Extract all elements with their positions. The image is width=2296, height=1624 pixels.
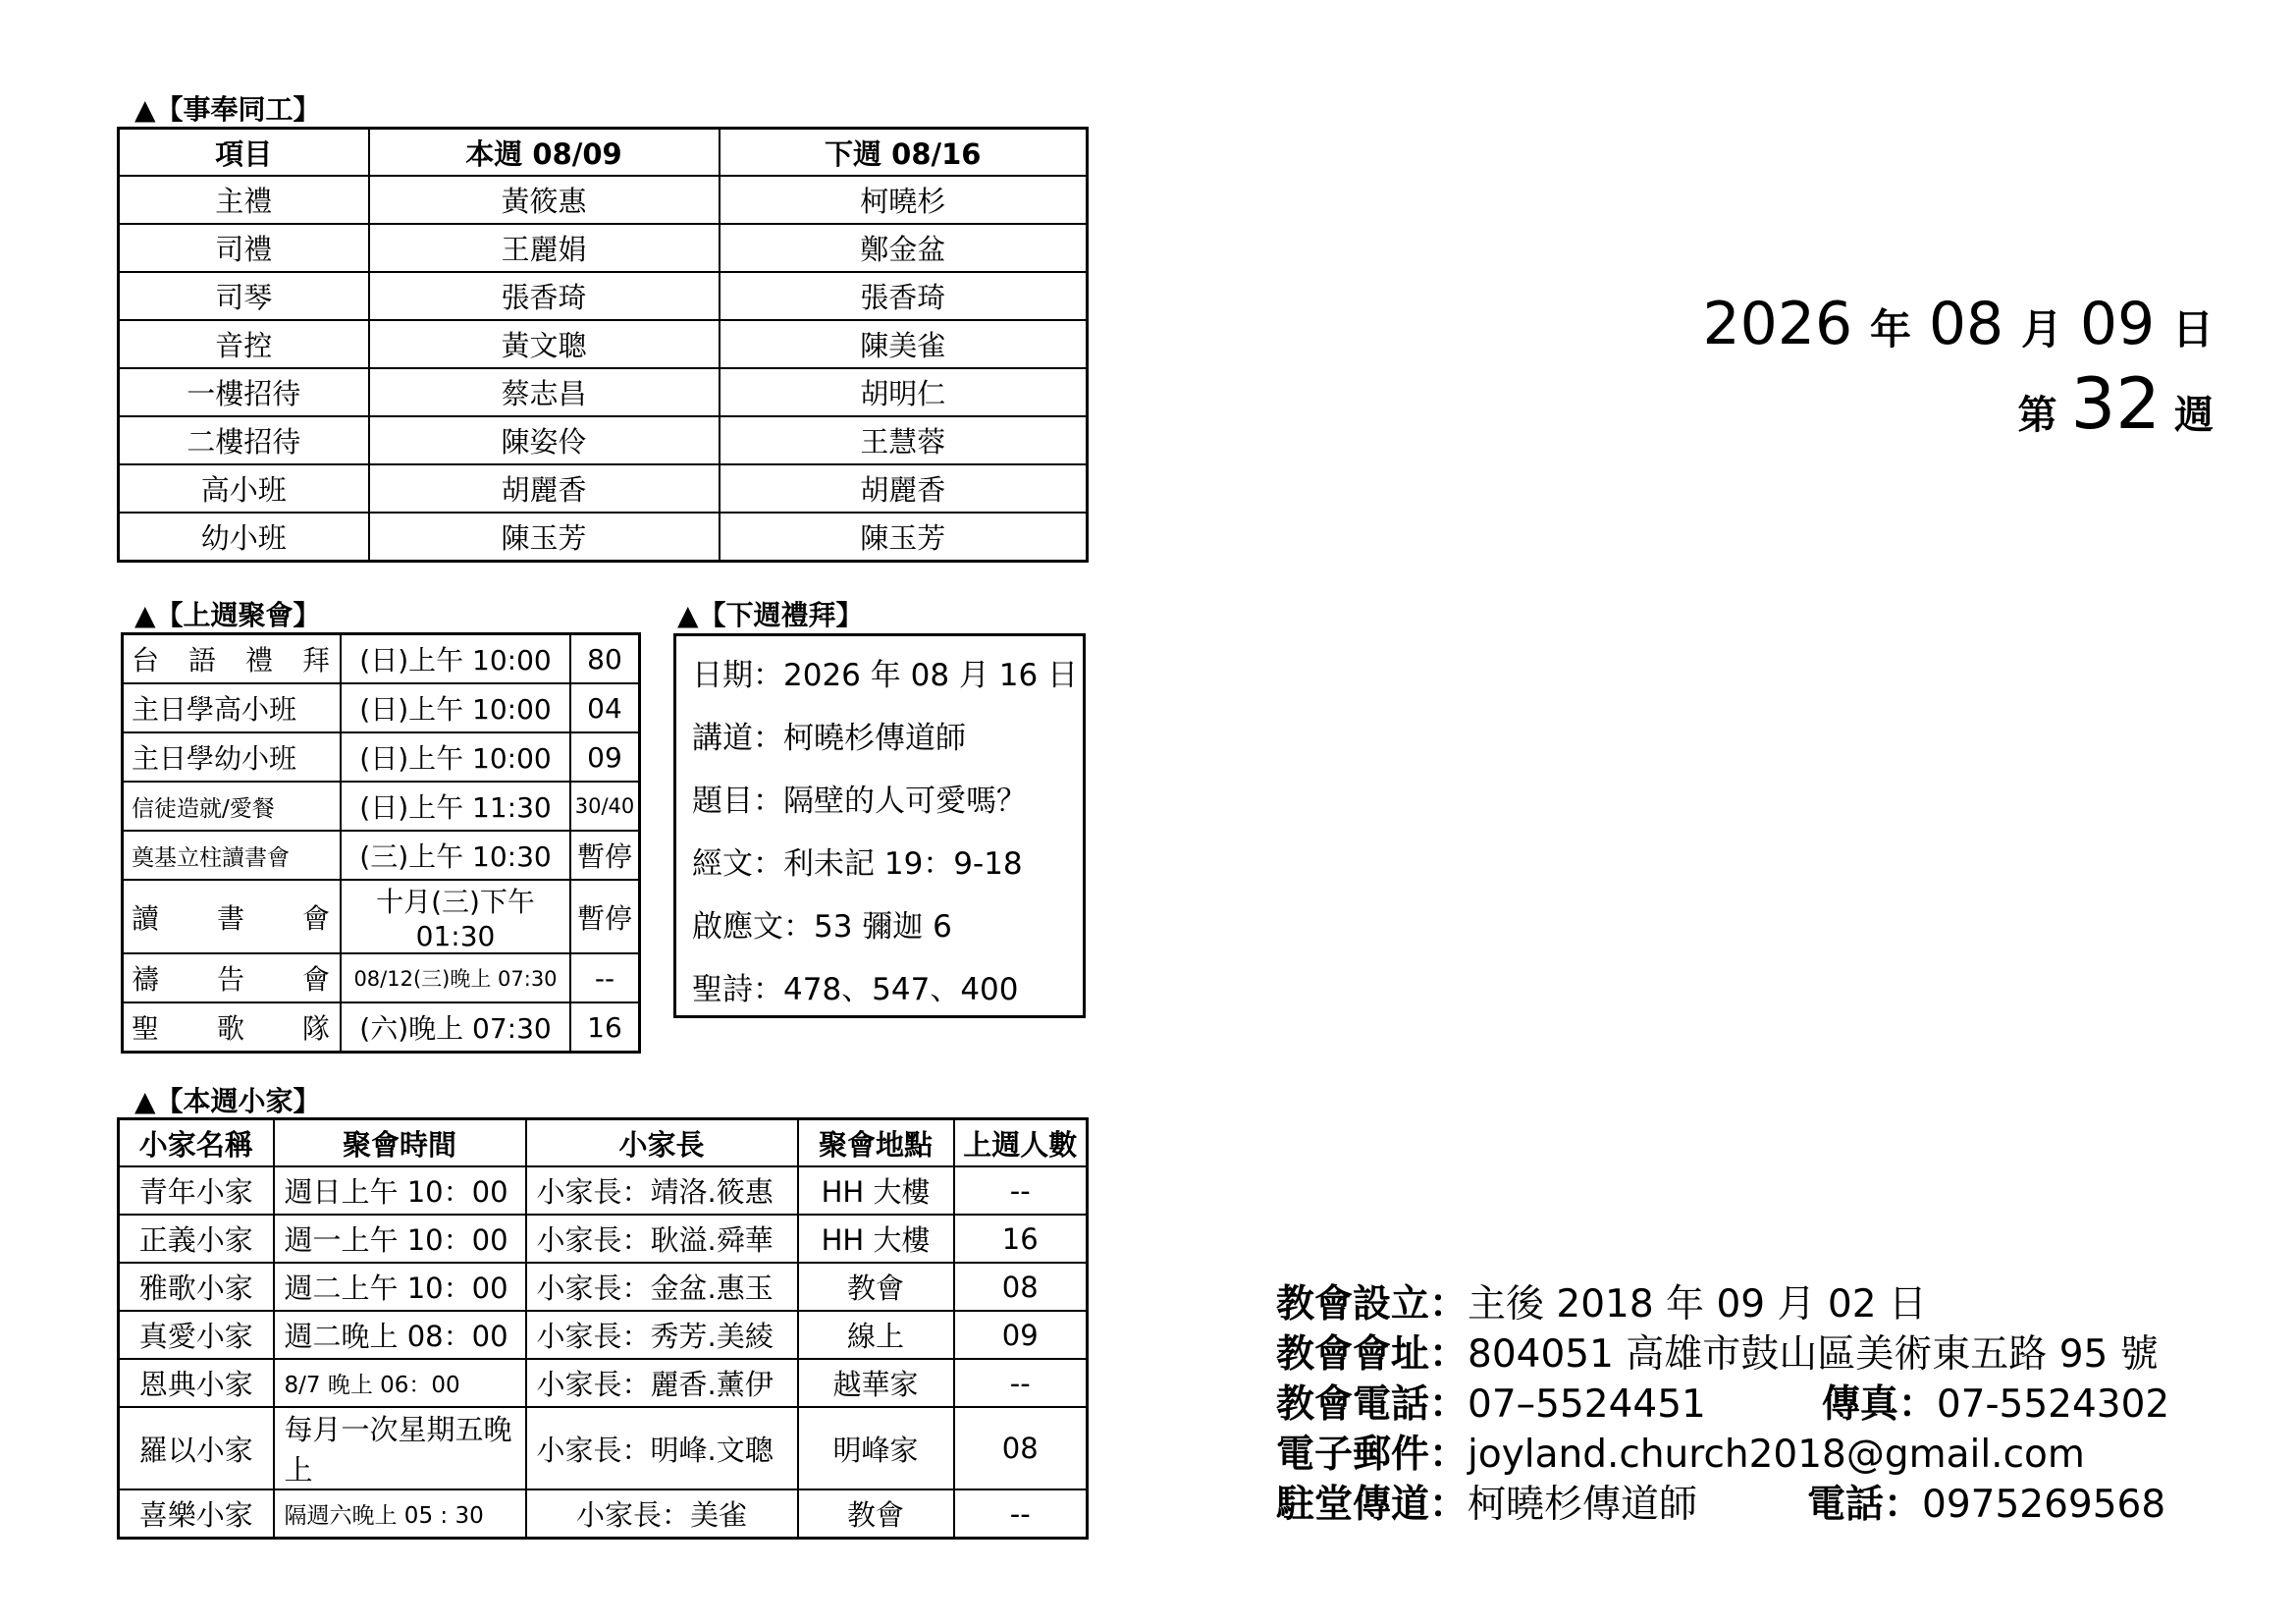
- meeting-time: (六)晚上 07:30: [341, 1002, 570, 1053]
- groups-header-place: 聚會地點: [798, 1119, 954, 1167]
- next-week-line: 聖詩：478、547、400: [692, 972, 1019, 1007]
- staff-row: [119, 464, 1088, 513]
- next-week-heading: ▲【下週禮拜】: [677, 599, 864, 631]
- staff-this-week: 張香琦: [369, 272, 720, 320]
- meeting-name-char: 會: [301, 963, 330, 996]
- date-month: 08: [1928, 290, 2004, 358]
- group-row: [119, 1166, 1088, 1215]
- staff-next-week: 胡明仁: [720, 368, 1088, 416]
- staff-row: [119, 224, 1088, 272]
- next-week-box: [673, 633, 1086, 1018]
- meeting-count: 09: [570, 732, 640, 782]
- meeting-name-char: 拜: [301, 644, 330, 677]
- group-place: 越華家: [798, 1359, 954, 1407]
- meeting-time: (三)上午 10:30: [341, 831, 570, 880]
- pastor-label: 駐堂傳道：: [1276, 1483, 1468, 1527]
- staff-next-week: 胡麗香: [720, 464, 1088, 513]
- group-row: [119, 1359, 1088, 1407]
- meeting-count: 暫停: [570, 880, 640, 953]
- group-time: 週二上午 10：00: [274, 1263, 526, 1311]
- group-count: 08: [954, 1263, 1088, 1311]
- last-week-heading: ▲【上週聚會】: [134, 599, 321, 631]
- meeting-name-char: 讀: [132, 901, 160, 935]
- group-row: [119, 1311, 1088, 1359]
- meeting-name-char: 禮: [244, 644, 273, 677]
- date-line: [1702, 290, 2214, 358]
- meeting-name: [123, 634, 342, 684]
- staff-header-item: 項目: [119, 129, 369, 177]
- last-week-row: [123, 634, 640, 684]
- info-pastor: [1276, 1480, 2169, 1530]
- staff-next-week: 鄭金盆: [720, 224, 1088, 272]
- founded-label: 教會設立：: [1276, 1282, 1468, 1326]
- fax-value: 07-5524302: [1936, 1382, 2170, 1427]
- groups-header-row: [119, 1119, 1088, 1167]
- meeting-time: (日)上午 10:00: [341, 732, 570, 782]
- group-count: --: [954, 1359, 1088, 1407]
- week-line: [1702, 362, 2214, 445]
- meeting-count: 暫停: [570, 831, 640, 880]
- date-year-unit: 年: [1869, 305, 1911, 353]
- staff-this-week: 陳姿伶: [369, 416, 720, 464]
- group-place: HH 大樓: [798, 1215, 954, 1263]
- meeting-name-char: 禱: [132, 963, 160, 996]
- staff-row: [119, 513, 1088, 562]
- staff-header-next-week: 下週 08/16: [720, 129, 1088, 177]
- group-time: 週一上午 10：00: [274, 1215, 526, 1263]
- last-week-row: [123, 831, 640, 880]
- group-place: 明峰家: [798, 1407, 954, 1489]
- meeting-name: [123, 953, 342, 1002]
- staff-this-week: 黃文聰: [369, 320, 720, 368]
- meeting-time: 十月(三)下午 01:30: [341, 880, 570, 953]
- group-leader: 小家長：明峰.文聰: [526, 1407, 798, 1489]
- meeting-name-char: 聖: [132, 1012, 160, 1045]
- group-time: 週二晚上 08：00: [274, 1311, 526, 1359]
- staff-role: 司琴: [119, 272, 369, 320]
- staff-next-week: 陳玉芳: [720, 513, 1088, 562]
- staff-role: 主禮: [119, 176, 369, 224]
- next-week-line: 日期：2026 年 08 月 16 日: [692, 658, 1079, 693]
- group-time: 8/7 晚上 06：00: [274, 1359, 526, 1407]
- staff-role: 一樓招待: [119, 368, 369, 416]
- group-place: HH 大樓: [798, 1166, 954, 1215]
- group-row: [119, 1407, 1088, 1489]
- group-name: 青年小家: [119, 1166, 274, 1215]
- staff-this-week: 胡麗香: [369, 464, 720, 513]
- last-week-row: [123, 782, 640, 831]
- staff-row: [119, 176, 1088, 224]
- email-label: 電子郵件：: [1276, 1433, 1468, 1477]
- pastor-value: 柯曉杉傳道師: [1468, 1483, 1698, 1527]
- groups-header-time: 聚會時間: [274, 1119, 526, 1167]
- group-leader: 小家長：秀芳.美綾: [526, 1311, 798, 1359]
- next-week-line: 啟應文：53 彌迦 6: [692, 909, 952, 945]
- date-year: 2026: [1702, 290, 1853, 358]
- last-week-row: [123, 1002, 640, 1053]
- staff-row: [119, 368, 1088, 416]
- meeting-count: 16: [570, 1002, 640, 1053]
- next-week-line: 經文：利未記 19：9-18: [692, 846, 1023, 882]
- date-month-unit: 月: [2020, 305, 2062, 353]
- group-place: 教會: [798, 1489, 954, 1539]
- phone-label: 教會電話：: [1276, 1382, 1468, 1427]
- founded-value: 主後 2018 年 09 月 02 日: [1468, 1282, 1927, 1326]
- group-count: --: [954, 1166, 1088, 1215]
- meeting-name: 主日學幼小班: [123, 732, 342, 782]
- group-time: 每月一次星期五晚上: [274, 1407, 526, 1489]
- group-row: [119, 1489, 1088, 1539]
- staff-row: [119, 416, 1088, 464]
- date-day-unit: 日: [2171, 305, 2214, 353]
- groups-header-count: 上週人數: [954, 1119, 1088, 1167]
- info-phone: [1276, 1380, 2169, 1430]
- last-week-row: [123, 683, 640, 732]
- phone-value: 07–5524451: [1468, 1382, 1706, 1427]
- meeting-time: 08/12(三)晚上 07:30: [341, 953, 570, 1002]
- groups-table: [117, 1117, 1089, 1540]
- fax-label: 傳真：: [1821, 1382, 1937, 1427]
- meeting-count: --: [570, 953, 640, 1002]
- group-count: --: [954, 1489, 1088, 1539]
- staff-table: [117, 127, 1089, 563]
- staff-role: 高小班: [119, 464, 369, 513]
- staff-header-row: [119, 129, 1088, 177]
- staff-role: 音控: [119, 320, 369, 368]
- meeting-name: 信徒造就/愛餐: [123, 782, 342, 831]
- info-email: [1276, 1430, 2169, 1480]
- group-name: 恩典小家: [119, 1359, 274, 1407]
- group-row: [119, 1215, 1088, 1263]
- group-name: 喜樂小家: [119, 1489, 274, 1539]
- meeting-name-char: 隊: [301, 1012, 330, 1045]
- staff-header-this-week: 本週 08/09: [369, 129, 720, 177]
- address-value: 804051 高雄市鼓山區美術東五路 95 號: [1468, 1332, 2159, 1377]
- group-place: 線上: [798, 1311, 954, 1359]
- group-place: 教會: [798, 1263, 954, 1311]
- week-suffix: 週: [2174, 393, 2214, 438]
- info-founded: [1276, 1279, 2169, 1329]
- pastor-phone-value: 0975269568: [1922, 1483, 2166, 1527]
- groups-header-leader: 小家長: [526, 1119, 798, 1167]
- last-week-row: [123, 880, 640, 953]
- meeting-name: [123, 880, 342, 953]
- group-leader: 小家長：耿溢.舜華: [526, 1215, 798, 1263]
- group-leader: 小家長：靖洛.筱惠: [526, 1166, 798, 1215]
- staff-role: 二樓招待: [119, 416, 369, 464]
- group-leader: 小家長：麗香.薰伊: [526, 1359, 798, 1407]
- group-time: 週日上午 10：00: [274, 1166, 526, 1215]
- week-number: 32: [2070, 362, 2162, 445]
- groups-heading: ▲【本週小家】: [134, 1085, 321, 1117]
- meeting-name-char: 書: [216, 901, 244, 935]
- info-address: [1276, 1329, 2169, 1380]
- meeting-name-char: 歌: [216, 1012, 244, 1045]
- group-leader: 小家長：金盆.惠玉: [526, 1263, 798, 1311]
- staff-next-week: 王慧蓉: [720, 416, 1088, 464]
- group-leader: 小家長：美雀: [526, 1489, 798, 1539]
- bulletin-date: [1702, 290, 2214, 445]
- group-name: 羅以小家: [119, 1407, 274, 1489]
- group-count: 08: [954, 1407, 1088, 1489]
- next-week-line: 講道：柯曉杉傳道師: [692, 721, 966, 756]
- staff-row: [119, 272, 1088, 320]
- group-name: 雅歌小家: [119, 1263, 274, 1311]
- meeting-name-char: 語: [187, 644, 216, 677]
- next-week-line: 題目：隔壁的人可愛嗎？: [692, 784, 1027, 819]
- staff-role: 幼小班: [119, 513, 369, 562]
- staff-heading: ▲【事奉同工】: [134, 93, 321, 126]
- group-name: 正義小家: [119, 1215, 274, 1263]
- last-week-row: [123, 953, 640, 1002]
- group-name: 真愛小家: [119, 1311, 274, 1359]
- meeting-count: 30/40: [570, 782, 640, 831]
- staff-this-week: 蔡志昌: [369, 368, 720, 416]
- last-week-table: [121, 632, 641, 1054]
- pastor-phone-label: 電話：: [1807, 1483, 1923, 1527]
- staff-next-week: 柯曉杉: [720, 176, 1088, 224]
- staff-this-week: 王麗娟: [369, 224, 720, 272]
- church-info: [1276, 1279, 2169, 1530]
- staff-this-week: 黃筱惠: [369, 176, 720, 224]
- meeting-name-char: 台: [132, 644, 160, 677]
- group-time: 隔週六晚上 05 : 30: [274, 1489, 526, 1539]
- staff-role: 司禮: [119, 224, 369, 272]
- address-label: 教會會址：: [1276, 1332, 1468, 1377]
- staff-this-week: 陳玉芳: [369, 513, 720, 562]
- meeting-count: 80: [570, 634, 640, 684]
- last-week-row: [123, 732, 640, 782]
- meeting-name: 奠基立柱讀書會: [123, 831, 342, 880]
- meeting-name-char: 告: [216, 963, 244, 996]
- group-row: [119, 1263, 1088, 1311]
- meeting-time: (日)上午 10:00: [341, 634, 570, 684]
- meeting-name-char: 會: [301, 901, 330, 935]
- staff-next-week: 陳美雀: [720, 320, 1088, 368]
- meeting-time: (日)上午 10:00: [341, 683, 570, 732]
- week-prefix: 第: [2017, 393, 2057, 438]
- staff-row: [119, 320, 1088, 368]
- group-count: 09: [954, 1311, 1088, 1359]
- meeting-count: 04: [570, 683, 640, 732]
- groups-header-name: 小家名稱: [119, 1119, 274, 1167]
- staff-next-week: 張香琦: [720, 272, 1088, 320]
- date-day: 09: [2079, 290, 2156, 358]
- meeting-time: (日)上午 11:30: [341, 782, 570, 831]
- meeting-name: [123, 1002, 342, 1053]
- meeting-name: 主日學高小班: [123, 683, 342, 732]
- email-value[interactable]: joyland.church2018@gmail.com: [1468, 1433, 2085, 1477]
- group-count: 16: [954, 1215, 1088, 1263]
